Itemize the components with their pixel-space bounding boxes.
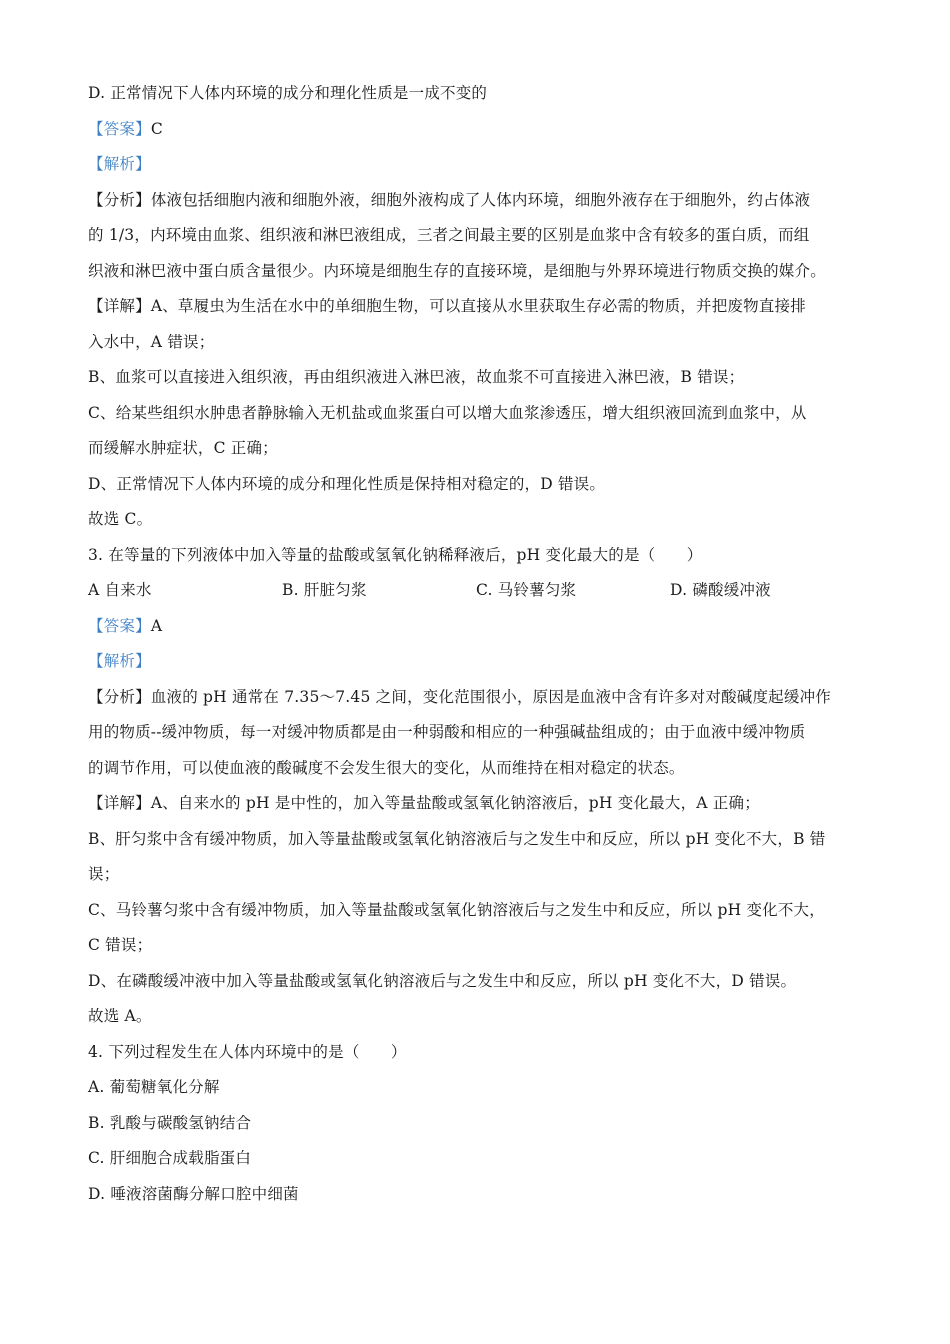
- q2-xiangjie-line: C、给某些组织水肿患者静脉输入无机盐或血浆蛋白可以增大血浆渗透压，增大组织液回流到血浆中，从: [88, 403, 807, 422]
- q3-fenxi-line: 的调节作用，可以使血液的酸碱度不会发生很大的变化，从而维持在相对稳定的状态。: [88, 758, 685, 777]
- q3-fenxi-line: 用的物质--缓冲物质，每一对缓冲物质都是由一种弱酸和相应的一种强碱盐组成的；由于血液中缓冲物质: [88, 723, 806, 741]
- q2-answer: [88, 112, 868, 148]
- q2-conclusion: 故选 C。: [88, 510, 153, 528]
- q3-stem: 3. 在等量的下列液体中加入等量的盐酸或氢氧化钠稀释液后，pH 变化最大的是（ ）: [88, 545, 703, 564]
- q3-option-a: A 自来水: [88, 581, 152, 599]
- xiangjie-tag: 【详解】: [88, 794, 151, 812]
- answer-value: C: [150, 119, 163, 138]
- q3-fenxi-line: 【分析】血液的 pH 通常在 7.35～7.45 之间，变化范围很小，原因是血液中含有许多对对酸碱度起缓冲作: [88, 687, 831, 706]
- q4-option-d: D. 唾液溶菌酶分解口腔中细菌: [88, 1184, 299, 1203]
- fenxi-tag: 【分析】: [88, 687, 151, 706]
- q3-options: [88, 573, 868, 609]
- q3-xiangjie-line: C、马铃薯匀浆中含有缓冲物质，加入等量盐酸或氢氧化钠溶液后与之发生中和反应，所以 pH 变化不大，: [88, 900, 825, 919]
- q3-option-c: C. 马铃薯匀浆: [476, 581, 577, 599]
- q2-xiangjie-line: 入水中，A 错误；: [88, 332, 215, 351]
- q2-xiangjie-line: 【详解】A、草履虫为生活在水中的单细胞生物，可以直接从水里获取生存必需的物质，并把废物直接排: [88, 297, 806, 315]
- answer-tag: 【答案】: [88, 119, 151, 138]
- fenxi-tag: 【分析】: [88, 190, 151, 209]
- q4-option-b: B. 乳酸与碳酸氢钠结合: [88, 1113, 252, 1132]
- q4-option-c: C. 肝细胞合成载脂蛋白: [88, 1149, 252, 1167]
- q2-xiangjie-line: 而缓解水肿症状，C 正确；: [88, 439, 278, 457]
- q2-fenxi-line: 织液和淋巴液中蛋白质含量很少。内环境是细胞生存的直接环境，是细胞与外界环境进行物质交换的媒介。: [88, 261, 826, 280]
- q3-xiangjie-line: 误；: [88, 865, 120, 883]
- q2-fenxi-line: 【分析】体液包括细胞内液和细胞外液，细胞外液构成了人体内环境，细胞外液存在于细胞外，约占体液: [88, 190, 811, 209]
- document-page: [88, 76, 868, 1212]
- answer-tag: 【答案】: [88, 616, 151, 635]
- q2-fenxi-line: 的 1/3，内环境由血浆、组织液和淋巴液组成，三者之间最主要的区别是血浆中含有较多的蛋白质，而组: [88, 226, 810, 244]
- q4-option-a: A. 葡萄糖氧化分解: [88, 1078, 220, 1096]
- q3-answer: [88, 609, 868, 645]
- q3-xiangjie-line: C 错误；: [88, 936, 153, 954]
- q3-conclusion: 故选 A。: [88, 1007, 152, 1025]
- q2-xiangjie-line: D、正常情况下人体内环境的成分和理化性质是保持相对稳定的，D 错误。: [88, 474, 606, 493]
- q3-option-b: B. 肝脏匀浆: [282, 581, 367, 599]
- q2-option-d: D. 正常情况下人体内环境的成分和理化性质是一成不变的: [88, 84, 488, 102]
- q3-xiangjie-line: 【详解】A、自来水的 pH 是中性的，加入等量盐酸或氢氧化钠溶液后，pH 变化最大，A 正确；: [88, 794, 760, 812]
- q3-option-d: D. 磷酸缓冲液: [670, 581, 771, 599]
- q4-stem: 4. 下列过程发生在人体内环境中的是（ ）: [88, 1042, 407, 1061]
- q3-analysis-tag: 【解析】: [88, 652, 151, 670]
- xiangjie-tag: 【详解】: [88, 297, 151, 315]
- q3-xiangjie-line: D、在磷酸缓冲液中加入等量盐酸或氢氧化钠溶液后与之发生中和反应，所以 pH 变化不大，D 错误。: [88, 971, 797, 990]
- q3-xiangjie-line: B、肝匀浆中含有缓冲物质，加入等量盐酸或氢氧化钠溶液后与之发生中和反应，所以 pH 变化不大，B 错: [88, 829, 826, 848]
- q2-xiangjie-line: B、血浆可以直接进入组织液，再由组织液进入淋巴液，故血浆不可直接进入淋巴液，B 错误；: [88, 368, 745, 386]
- answer-value: A: [150, 616, 163, 635]
- q2-analysis-tag: 【解析】: [88, 155, 151, 173]
